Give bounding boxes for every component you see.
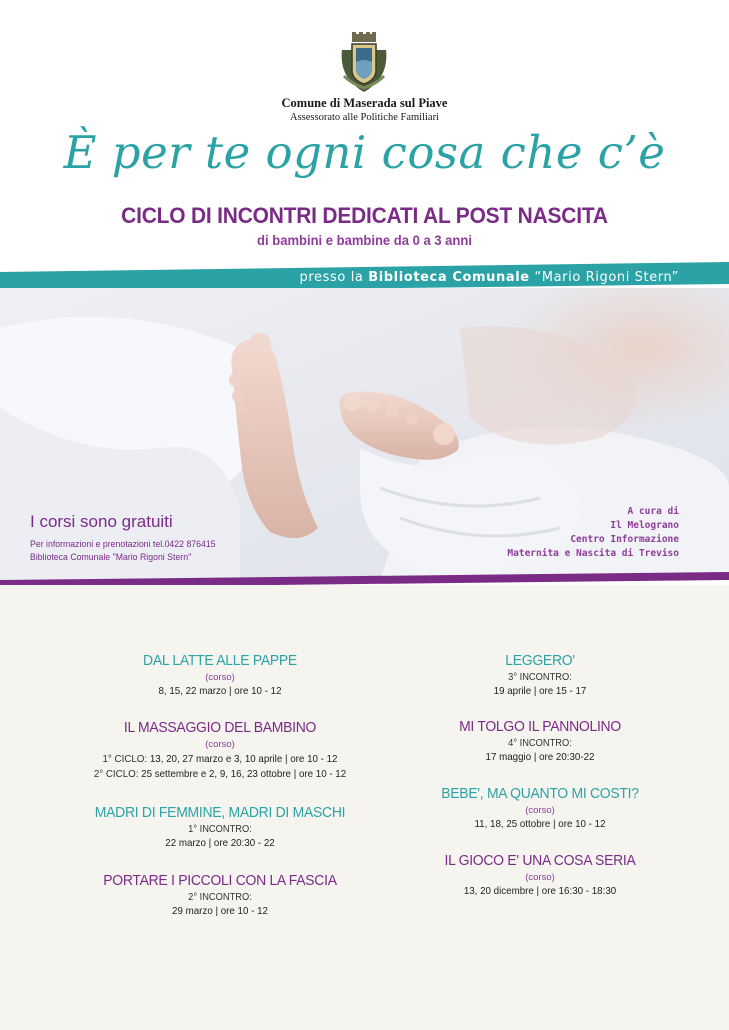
event-tag: (corso) xyxy=(205,672,235,683)
event-title: IL GIOCO E' UNA COSA SERIA xyxy=(444,852,636,869)
tagline: È per te ogni cosa che c’è xyxy=(63,126,666,179)
cycle-1-label: 1° CICLO: xyxy=(102,753,150,765)
venue-line xyxy=(300,270,679,285)
event-date: 17 maggio | ore 20:30-22 xyxy=(485,751,595,763)
event-madri xyxy=(50,804,390,849)
library-name: Biblioteca Comunale "Mario Rigoni Stern" xyxy=(30,552,192,563)
credit-line-2: Il Melograno xyxy=(610,520,679,531)
event-date: 19 aprile | ore 15 - 17 xyxy=(493,685,587,697)
event-pannolino xyxy=(410,718,670,763)
event-tag: (corso) xyxy=(525,805,555,816)
event-title: MADRI DI FEMMINE, MADRI DI MASCHI xyxy=(94,804,346,821)
event-title: PORTARE I PICCOLI CON LA FASCIA xyxy=(103,872,337,889)
event-title: LEGGERO' xyxy=(505,652,575,669)
cycle-2-label: 2° CICLO: xyxy=(93,768,142,780)
event-title: BEBE', MA QUANTO MI COSTI? xyxy=(441,785,639,802)
credit-line-3: Centro Informazione xyxy=(570,534,679,545)
department-name: Assessorato alle Politiche Familiari xyxy=(289,112,439,123)
event-leggero xyxy=(410,652,670,697)
contact-info: Per informazioni e prenotazioni tel.0422 876415 xyxy=(30,539,216,550)
event-fascia xyxy=(50,872,390,917)
venue-suffix: “Mario Rigoni Stern” xyxy=(529,270,679,285)
credit-line-1: A cura di xyxy=(627,506,679,517)
event-date: 11, 18, 25 ottobre | ore 10 - 12 xyxy=(474,818,606,830)
event-date: 8, 15, 22 marzo | ore 10 - 12 xyxy=(158,685,282,697)
venue-prefix: presso la xyxy=(299,270,369,285)
event-tag: (corso) xyxy=(205,739,235,750)
event-cycle-2 xyxy=(53,768,388,780)
event-massaggio xyxy=(40,719,400,780)
page-subtitle: di bambini e bambine da 0 a 3 anni xyxy=(257,232,472,248)
event-tag: (corso) xyxy=(525,872,555,883)
event-title: DAL LATTE ALLE PAPPE xyxy=(143,652,297,669)
event-latte-pappe xyxy=(50,652,390,697)
free-courses-heading: I corsi sono gratuiti xyxy=(30,512,173,531)
event-cycle-1 xyxy=(53,753,388,765)
event-title: IL MASSAGGIO DEL BAMBINO xyxy=(123,719,317,736)
municipality-name: Comune di Maserada sul Piave xyxy=(281,96,448,110)
event-date: 13, 20 dicembre | ore 16:30 - 18:30 xyxy=(463,885,617,897)
event-date: 22 marzo | ore 20:30 - 22 xyxy=(165,837,275,849)
event-gioco xyxy=(410,852,670,897)
event-tag: 1° INCONTRO: xyxy=(188,824,252,835)
venue-name: Biblioteca Comunale xyxy=(368,270,530,285)
event-date: 29 marzo | ore 10 - 12 xyxy=(172,905,268,917)
credit-line-4: Maternita e Nascita di Treviso xyxy=(507,548,679,559)
event-tag: 4° INCONTRO: xyxy=(508,738,572,749)
event-tag: 2° INCONTRO: xyxy=(188,892,252,903)
page-title: CICLO DI INCONTRI DEDICATI AL POST NASCITA xyxy=(121,203,608,228)
cycle-2-dates: 25 settembre e 2, 9, 16, 23 ottobre | ore 10 - 12 xyxy=(141,768,347,780)
event-tag: 3° INCONTRO: xyxy=(508,672,572,683)
cycle-1-dates: 13, 20, 27 marzo e 3, 10 aprile | ore 10 - 12 xyxy=(149,753,338,765)
event-title: MI TOLGO IL PANNOLINO xyxy=(459,718,621,735)
municipal-crest-icon xyxy=(338,32,390,94)
event-bebe xyxy=(410,785,670,830)
